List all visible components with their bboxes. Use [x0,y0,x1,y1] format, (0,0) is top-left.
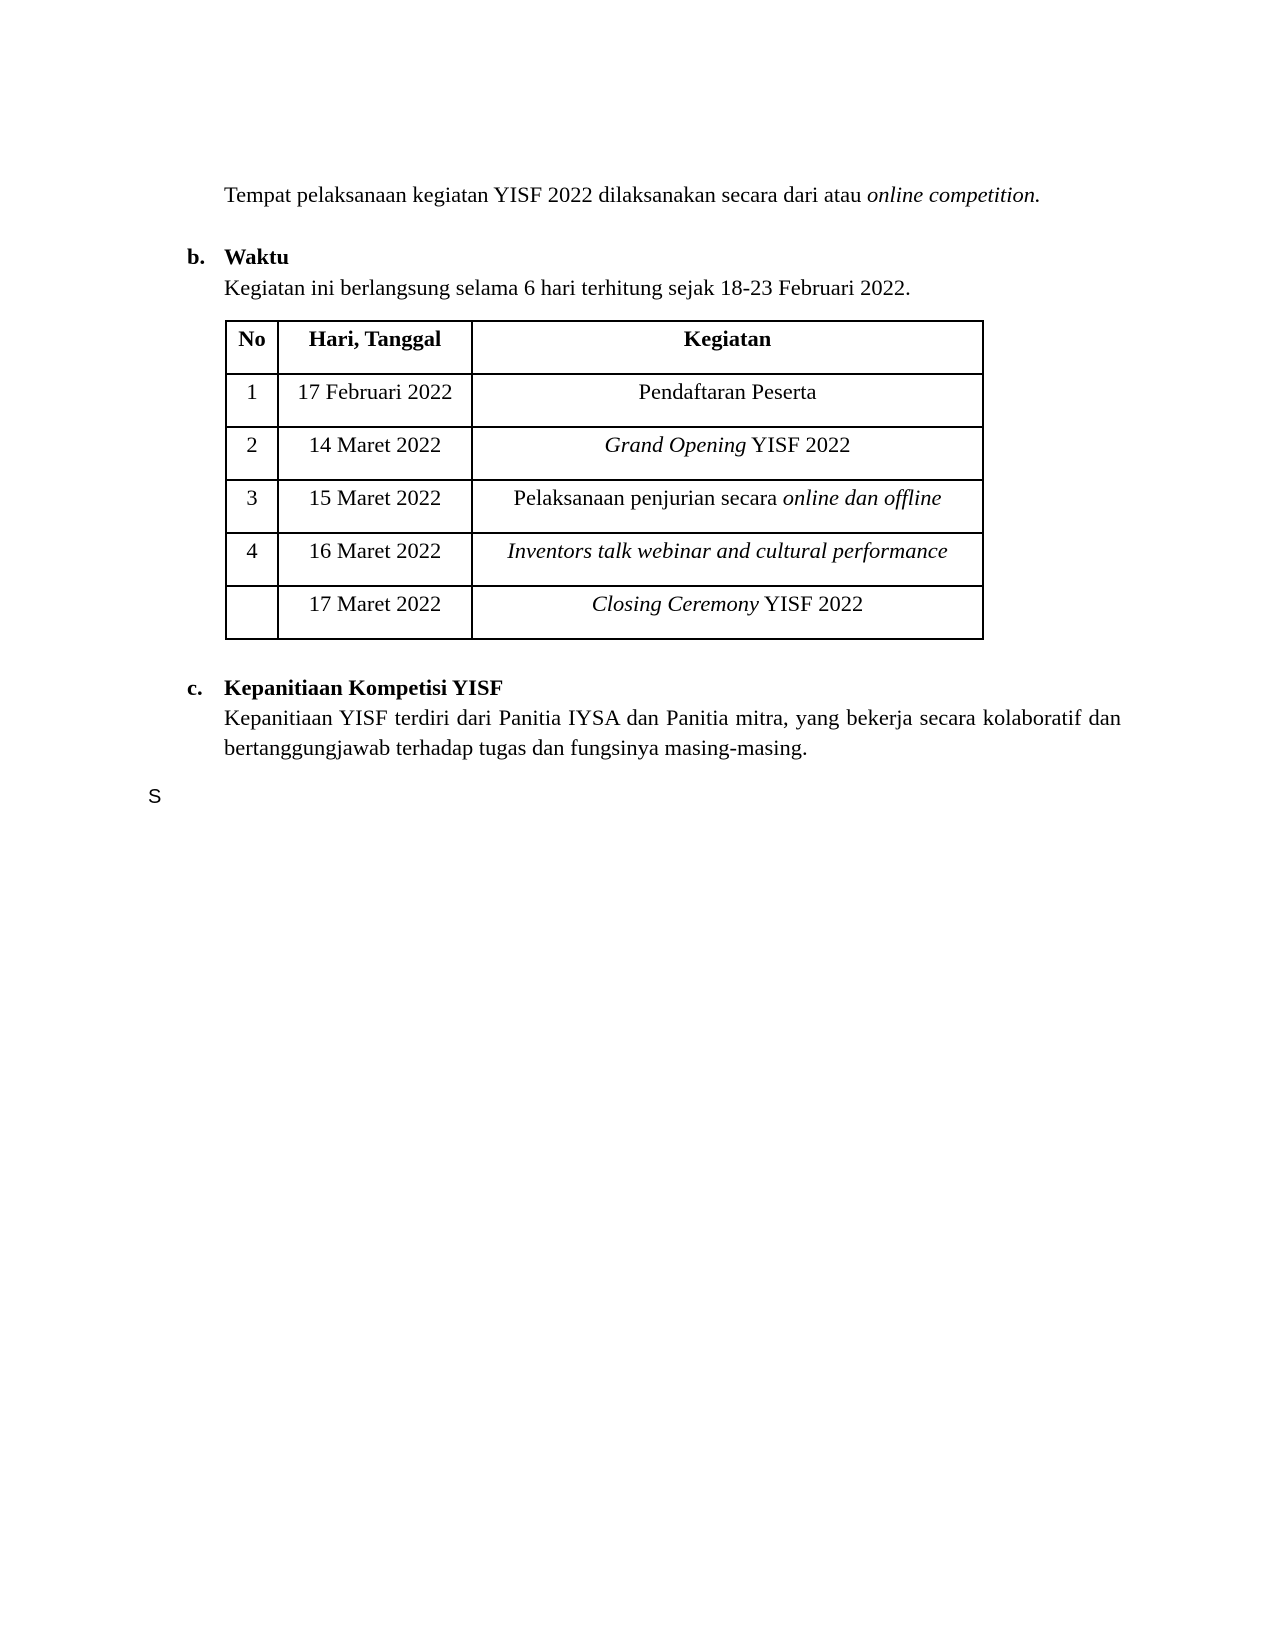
schedule-table [225,320,984,640]
table-row [226,427,983,480]
table-header-row [226,321,983,374]
activity-italic: Grand Opening [604,432,747,457]
row-date: 15 Maret 2022 [278,480,472,533]
header-activity: Kegiatan [472,321,983,374]
row-number: 1 [226,374,278,427]
section-c-title: Kepanitiaan Kompetisi YISF [224,675,504,700]
row-activity [472,374,983,427]
row-activity [472,480,983,533]
activity-text: YISF 2022 [759,591,864,616]
table-row [226,480,983,533]
row-number [226,586,278,639]
section-c-paragraph: Kepanitiaan YISF terdiri dari Panitia IYSA dan Panitia mitra, yang bekerja secara kolaboratif dan bertanggungjawab terhadap tugas dan fungsinya masing-masing. [224,705,1121,760]
row-date: 17 Maret 2022 [278,586,472,639]
intro-text: Tempat pelaksanaan kegiatan YISF 2022 dilaksanakan secara dari atau [224,182,867,207]
table-row [226,533,983,586]
section-c-heading [187,673,503,703]
stray-character: S [148,786,162,808]
row-date: 16 Maret 2022 [278,533,472,586]
section-b-text: Kegiatan ini berlangsung selama 6 hari terhitung sejak 18-23 Februari 2022. [224,275,911,300]
activity-italic: online dan offline [782,485,942,510]
activity-text: Pendaftaran Peserta [638,379,817,404]
section-b-letter: b. [187,244,206,269]
header-no: No [226,321,278,374]
row-activity [472,533,983,586]
activity-text: Pelaksanaan penjurian secara [513,485,783,510]
activity-italic: Closing Ceremony [591,591,760,616]
row-number: 4 [226,533,278,586]
section-b-heading [187,242,289,272]
table-row [226,374,983,427]
row-number: 2 [226,427,278,480]
row-date: 17 Februari 2022 [278,374,472,427]
intro-paragraph [224,180,1041,210]
table-row [226,586,983,639]
section-c-letter: c. [187,675,203,700]
header-date: Hari, Tanggal [278,321,472,374]
row-number: 3 [226,480,278,533]
section-b-title: Waktu [224,244,290,269]
intro-italic-text: online competition. [866,182,1041,207]
row-activity [472,427,983,480]
row-activity [472,586,983,639]
activity-text: YISF 2022 [746,432,851,457]
activity-italic: Inventors talk webinar and cultural performance [507,538,948,563]
row-date: 14 Maret 2022 [278,427,472,480]
